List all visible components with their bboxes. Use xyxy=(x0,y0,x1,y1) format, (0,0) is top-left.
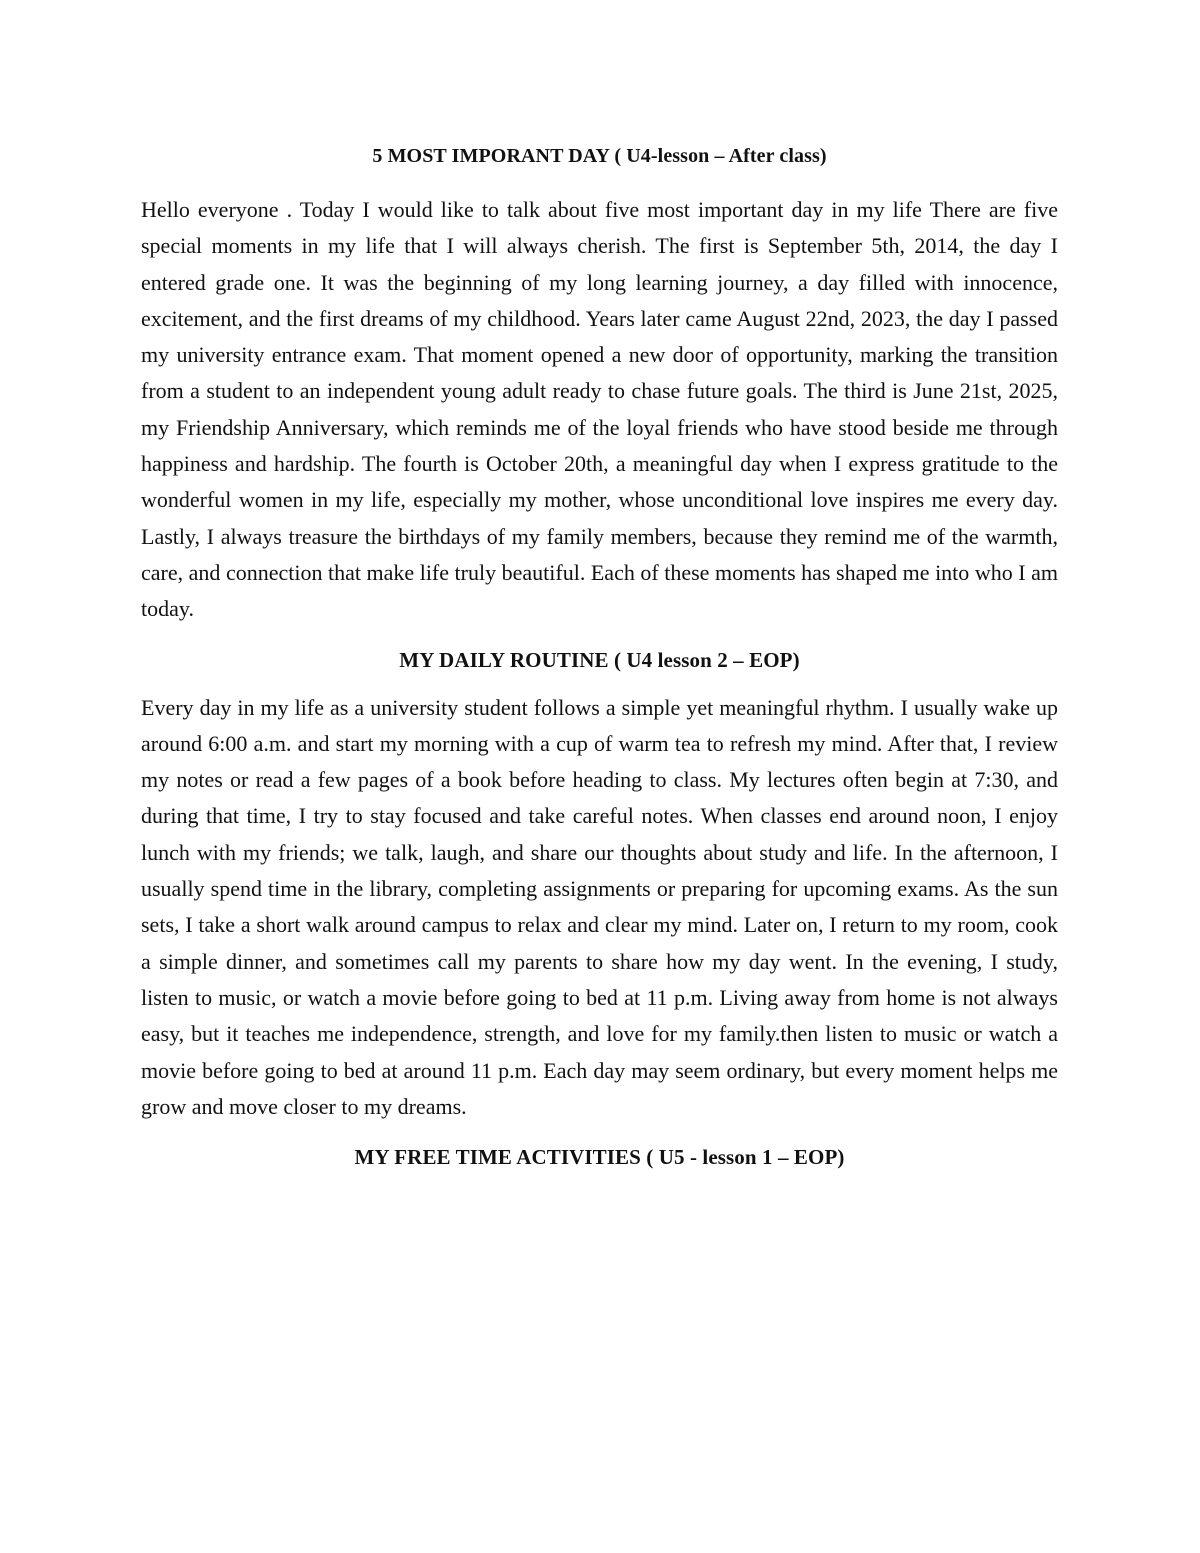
section-heading-free-time: MY FREE TIME ACTIVITIES ( U5 - lesson 1 – EOP) xyxy=(354,1145,845,1170)
document-content xyxy=(141,138,1058,1187)
section-heading-important-days: 5 MOST IMPORANT DAY ( U4-lesson – After class) xyxy=(372,145,827,167)
section-heading-daily-routine: MY DAILY ROUTINE ( U4 lesson 2 – EOP) xyxy=(399,647,800,672)
section-body-daily-routine: Every day in my life as a university student follows a simple yet meaningful rhythm. I usually wake up around 6:00 a.m. and start my morning with a cup of warm tea to refresh my mind. After that, I review my notes or read a few pages of a book before heading to class. My lectures often begin at 7:30, and during that time, I try to stay focused and take careful notes. When classes end around noon, I enjoy lunch with my friends; we talk, laugh, and share our thoughts about study and life. In the afternoon, I usually spend time in the library, completing assignments or preparing for upcoming exams. As the sun sets, I take a short walk around campus to relax and clear my mind. Later on, I return to my room, cook a simple dinner, and sometimes call my parents to share how my day went. In the evening, I study, listen to music, or watch a movie before going to bed at 11 p.m. Living away from home is not always easy, but it teaches me independence, strength, and love for my family.then listen to music or watch a movie before going to bed at around 11 p.m. Each day may seem ordinary, but every moment helps me grow and move closer to my dreams. xyxy=(141,694,1058,1119)
section-body-important-days: Hello everyone . Today I would like to talk about five most important day in my life There are five special moments in my life that I will always cherish. The first is September 5th, 2014, the day I entered grade one. It was the beginning of my long learning journey, a day filled with innocence, excitement, and the first dreams of my childhood. Years later came August 22nd, 2023, the day I passed my university entrance exam. That moment opened a new door of opportunity, marking the transition from a student to an independent young adult ready to chase future goals. The third is June 21st, 2025, my Friendship Anniversary, which reminds me of the loyal friends who have stood beside me through happiness and hardship. The fourth is October 20th, a meaningful day when I express gratitude to the wonderful women in my life, especially my mother, whose unconditional love inspires me every day. Lastly, I always treasure the birthdays of my family members, because they remind me of the warmth, care, and connection that make life truly beautiful. Each of these moments has shaped me into who I am today. xyxy=(141,197,1058,622)
